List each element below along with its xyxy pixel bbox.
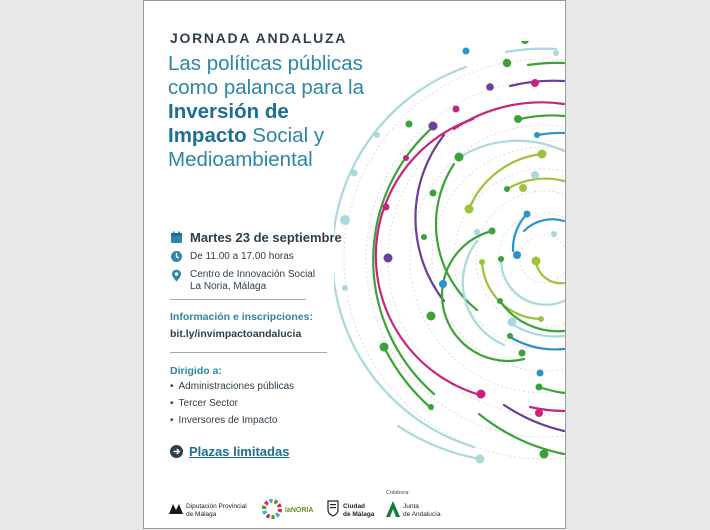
- registration-label: Información e inscripciones:: [170, 311, 313, 323]
- place-line-1: Centro de Innovación Social: [190, 269, 316, 280]
- plazas-limitadas-link[interactable]: [170, 444, 289, 459]
- list-item: • Tercer Sector: [170, 398, 294, 415]
- title-line-2: como palanca para la: [168, 76, 365, 99]
- ciudad-line-2: de Málaga: [343, 510, 375, 518]
- event-poster: [143, 0, 566, 529]
- title-line-4-rest: Social y: [246, 124, 325, 147]
- title-line-4-bold: Impacto: [168, 124, 247, 147]
- date-value: 23 de septiembre: [235, 230, 342, 245]
- junta-andalucia-text: [403, 503, 441, 518]
- concentric-rings-graphic: [334, 41, 566, 481]
- diputacion-logo-text: [186, 503, 247, 518]
- calendar-icon: [170, 231, 183, 244]
- ciudad-line-1: Ciudad: [343, 503, 366, 510]
- list-item: • Administraciones públicas: [170, 381, 294, 398]
- colabora-label: Colabora:: [386, 490, 410, 496]
- divider: [170, 352, 327, 353]
- ciudad-malaga-crest-icon: [327, 499, 339, 517]
- junta-line-2: de Andalucía: [403, 510, 441, 518]
- diputacion-logo-icon: [169, 504, 183, 514]
- list-item: • Inversores de Impacto: [170, 415, 294, 432]
- title-line-3: Inversión de: [168, 100, 289, 123]
- arrow-right-circle-icon: [170, 445, 183, 458]
- divider: [170, 299, 306, 300]
- event-eyebrow: JORNADA ANDALUZA: [170, 30, 348, 46]
- event-time: De 11.00 a 17.00 horas: [190, 251, 294, 262]
- place-line-2: La Noria, Málaga: [190, 281, 267, 292]
- event-place: [190, 269, 315, 293]
- junta-andalucia-logo-icon: [386, 501, 400, 517]
- junta-line-1: Junta: [403, 503, 419, 510]
- cta-label: Plazas limitadas: [189, 444, 290, 459]
- location-pin-icon: [170, 269, 183, 282]
- diputacion-line-1: Diputación Provincial: [186, 503, 247, 510]
- diputacion-line-2: de Málaga: [186, 510, 217, 518]
- sponsor-logos: [144, 487, 566, 527]
- date-prefix: Martes: [190, 230, 236, 245]
- event-date: [190, 230, 342, 245]
- clock-icon: [170, 250, 183, 263]
- sdg-wheel-icon: [262, 499, 282, 519]
- registration-link[interactable]: bit.ly/invimpactoandalucia: [170, 328, 302, 340]
- audience-label: Dirigido a:: [170, 365, 222, 377]
- ciudad-malaga-text: [343, 503, 374, 518]
- title-line-1: Las políticas públicas: [168, 52, 363, 75]
- noria-logo-text: laNORIA: [285, 507, 314, 514]
- title-line-5: Medioambiental: [168, 148, 313, 171]
- audience-list: [170, 381, 294, 432]
